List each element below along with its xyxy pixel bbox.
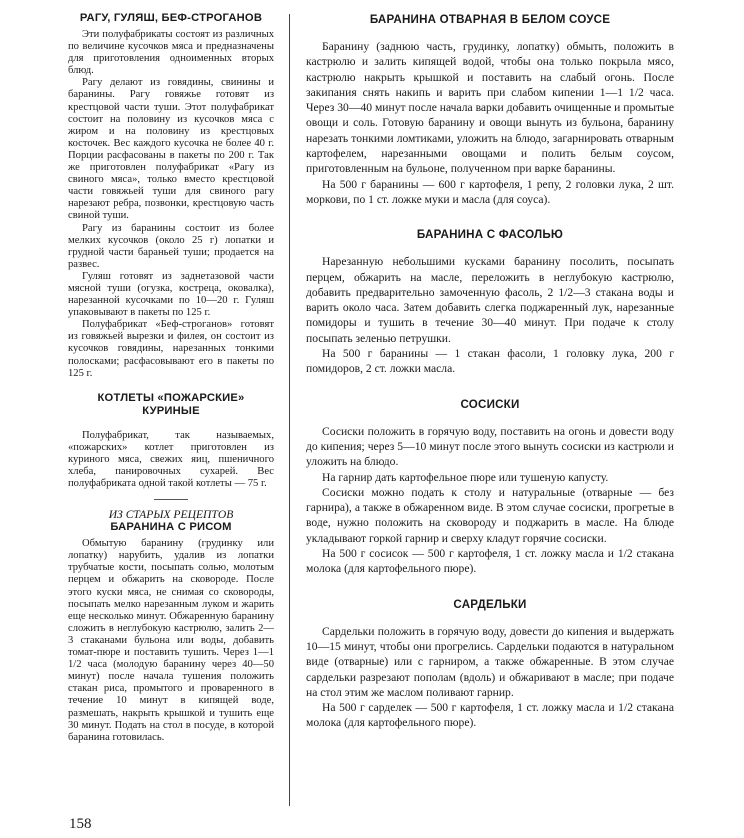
section-sausages xyxy=(306,397,674,577)
kotlety-heading-line1: КОТЛЕТЫ «ПОЖАРСКИЕ» xyxy=(97,391,245,404)
white-sauce-paragraph: Баранину (заднюю часть, грудинку, лопатку) обмыть, положить в кастрюлю и залить кипящей водой, чтобы она только покрыла мясо, кастрюлю накрыть крышкой и поставить на слабый огонь. После закипания снять накипь и варить при слабом кипении 1—1 1/2 часа. Через 30—40 минут после начала варки добавить очищенные и промытые овощи и соль. Готовую баранину и овощи вынуть из бульона, баранину нарезать тонкими ломтиками, уложить на блюдо, загарнировать отварным картофелем, нарезанными овощами и полить белым соусом, приготовленным на бульоне, полученном при варке баранины. xyxy=(306,40,674,176)
sausages-paragraph: На гарнир дать картофельное пюре или тушеную капусту. xyxy=(322,470,609,484)
sausages-paragraph: Сосиски положить в горячую воду, поставить на огонь и довести воду до кипения; через 5—10 минут после этого вынуть сосиски из кастрюли и уложить на блюдо. xyxy=(306,424,674,469)
sardelki-paragraph: Сардельки положить в горячую воду, довести до кипения и выдержать 10—15 минут, чтобы они прогрелись. Сардельки подаются в натуральном виде (отварные) или с гарниром, а также обжаренные. В этом случае сардельки разрезают пополам (вдоль) и обжаривают в масле; при подаче на стол этим же маслом поливают гарнир. xyxy=(306,624,674,699)
page-number: 158 xyxy=(69,816,92,832)
section-white-sauce xyxy=(306,12,674,207)
section-kotlety xyxy=(68,392,274,490)
beans-paragraph: Нарезанную небольшими кусками баранину посолить, посыпать перцем, обжарить на масле, переложить в неглубокую кастрюлю, добавить предварительно замоченную фасоль, 2 1/2—3 стакана воды и варить около часа. Затем добавить слегка поджаренный лук, нарезанные помидоры и тушить в течение 30—40 минут. При подаче к столу посыпать зеленью петрушки. xyxy=(306,255,674,345)
sausages-paragraph: Сосиски можно подать к столу и натуральные (отварные — без гарнира), а также в обжаренном виде. В этом случае сосиски, прогретые в воде, нужно положить на сковороду и поджарить в масле. На блюде укладывают горкой гарнир и сверху кладут горячие сосиски. xyxy=(306,485,674,545)
ragu-heading: РАГУ, ГУЛЯШ, БЕФ-СТРОГАНОВ xyxy=(79,12,263,24)
rice-paragraph: Обмытую баранину (грудинку или лопатку) нарубить, удалив из лопатки трубчатые кости, посыпать солью, молотым перцем и обжарить на сковороде. После этого куски мяса, не снимая со сковороды, посыпать мелко нарезанным луком и жарить еще несколько минут. Обжаренную баранину сложить в неглубокую кастрюлю, залить 2—3 стаканами бульона или воды, добавить томат-пюре и поставить тушить. Через 1—1 1/2 часа (молодую баранину через 40—50 минут) после начала тушения положить стакан риса, промытого и проваренного в течение 10 минут в кипящей воде, размешать, накрыть крышкой и тушить еще 30 минут. Подать на стол в посуде, в которой баранина готовилась. xyxy=(68,538,274,743)
section-beans xyxy=(306,227,674,376)
rice-heading: БАРАНИНА С РИСОМ xyxy=(110,521,232,534)
section-sardelki xyxy=(306,597,674,731)
section-rice xyxy=(68,508,274,744)
section-ragu xyxy=(68,12,274,380)
ragu-paragraph: Рагу делают из говядины, свинины и баранины. Рагу говяжье готовят из крестцовой части туши. Этот полуфабрикат состоит на половину из кусочков мяса с жиром и на половину из крестцовых косточек. Вес каждого кусочка не более 40 г. Порции расфасованы в пакеты по 200 г. Так же приготовлен полуфабрикат «Рагу из свиного мяса», только вместо крестцовой части говяжьей туши для свиного рагу нарезают ребра, позвонки, крестцовую часть свиной туши. xyxy=(68,77,274,222)
sausages-heading: СОСИСКИ xyxy=(460,397,520,411)
sardelki-paragraph: На 500 г сарделек — 500 г картофеля, 1 ст. ложку масла и 1/2 стакана молока (для картофельного пюре). xyxy=(306,701,674,730)
white-sauce-heading: БАРАНИНА ОТВАРНАЯ В БЕЛОМ СОУСЕ xyxy=(369,13,611,26)
ragu-paragraph: Полуфабрикат «Беф-строганов» готовят из говяжьей вырезки и филея, он состоит из кусочков говядины, нарезанных тонкими полосками; расфасовывают его в пакеты по 125 г. xyxy=(68,319,274,379)
sausages-paragraph: На 500 г сосисок — 500 г картофеля, 1 ст. ложку масла и 1/2 стакана молока (для картофельного пюре). xyxy=(306,547,674,576)
right-column xyxy=(306,12,674,731)
column-divider xyxy=(289,14,290,806)
left-column xyxy=(68,12,274,744)
kotlety-paragraph: Полуфабрикат, так называемых, «пожарских» котлет приготовлен из куриного мяса, свежих яиц, пшеничного хлеба, панировочных сухарей. Вес полуфабриката одной такой котлеты — 75 г. xyxy=(68,429,274,490)
white-sauce-paragraph: На 500 г баранины — 600 г картофеля, 1 репу, 2 головки лука, 2 шт. моркови, по 1 ст. ложке муки и масла (для соуса). xyxy=(306,177,674,206)
section-divider xyxy=(154,499,188,500)
kotlety-heading-line2: КУРИНЫЕ xyxy=(142,404,200,417)
ragu-paragraph: Гуляш готовят из заднетазовой части мясной туши (огузка, костреца, оковалка), нарезанной кусочками по 10—20 г. Гуляш упаковывают в пакеты по 125 г. xyxy=(68,270,274,319)
sardelki-heading: САРДЕЛЬКИ xyxy=(453,597,527,611)
ragu-paragraph: Эти полуфабрикаты состоят из различных по величине кусочков мяса и предназначены для приготовления одноименных вторых блюд. xyxy=(68,29,274,77)
ragu-paragraph: Рагу из баранины состоит из более мелких кусочков (около 25 г) лопатки и грудной части бараньей туши; продается на развес. xyxy=(68,222,274,270)
old-recipes-subtitle: ИЗ СТАРЫХ РЕЦЕПТОВ xyxy=(108,508,234,522)
beans-paragraph: На 500 г баранины — 1 стакан фасоли, 1 головку лука, 200 г помидоров, 2 ст. ложки масла. xyxy=(306,347,674,376)
beans-heading: БАРАНИНА С ФАСОЛЬЮ xyxy=(416,228,564,242)
